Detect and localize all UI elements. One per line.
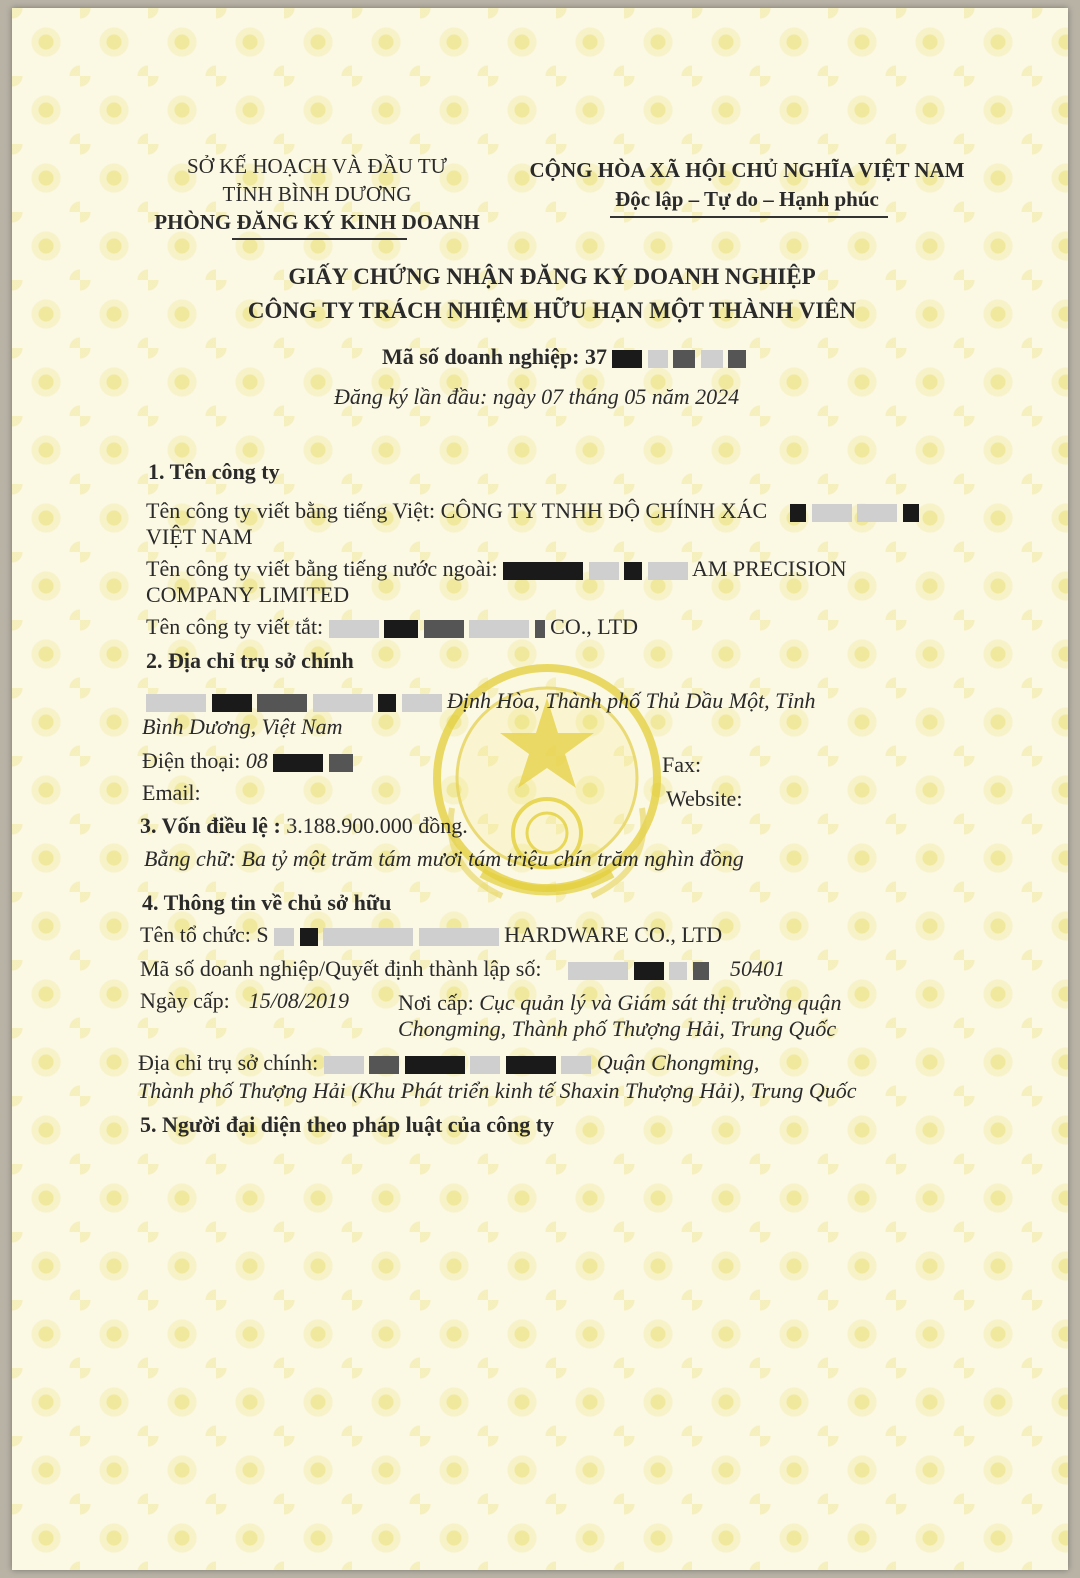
redaction-block [369, 1056, 399, 1074]
redaction-block [669, 962, 687, 980]
authority-line-3: PHÒNG ĐĂNG KÝ KINH DOANH [154, 210, 480, 234]
redaction-block [470, 1056, 500, 1074]
email-label: Email: [142, 780, 201, 805]
redaction-block [693, 962, 709, 980]
abbreviation-tail: CO., LTD [550, 614, 638, 639]
section-4-heading: 4. Thông tin về chủ sở hữu [142, 890, 392, 915]
redaction-block [324, 1056, 364, 1074]
enterprise-code [382, 344, 746, 370]
company-name-vn-continuation: VIỆT NAM [146, 524, 253, 549]
charter-capital-in-words: Bằng chữ: Ba tỷ một trăm tám mươi tám triệu chín trăm nghìn đồng [144, 846, 744, 871]
redaction-block [384, 620, 418, 638]
redaction-block [146, 694, 206, 712]
document-title: GIẤY CHỨNG NHẬN ĐĂNG KÝ DOANH NGHIỆP [288, 264, 816, 289]
issuer-value-2: Chongming, Thành phố Thượng Hải, Trung Quốc [398, 1016, 837, 1041]
authority-line-2: TỈNH BÌNH DƯƠNG [222, 182, 412, 206]
redaction-block [506, 1056, 556, 1074]
redaction-block [589, 562, 619, 580]
redaction-block [634, 962, 664, 980]
redaction-block [503, 562, 583, 580]
issue-date-value: 15/08/2019 [248, 988, 350, 1013]
owner-hq-label: Địa chỉ trụ sở chính: [138, 1050, 319, 1075]
owner-organization [140, 922, 722, 948]
redaction-block [469, 620, 529, 638]
section-5-heading: 5. Người đại diện theo pháp luật của công ty [140, 1112, 555, 1137]
issue-date-label: Ngày cấp: [140, 988, 230, 1013]
phone-line [142, 748, 353, 774]
enterprise-code-label: Mã số doanh nghiệp: 37 [382, 344, 607, 369]
redaction-block [648, 562, 688, 580]
redaction-block [402, 694, 442, 712]
charter-capital-amount: 3.188.900.000 đồng. [286, 813, 468, 838]
company-name-abbreviation [146, 614, 638, 640]
owner-hq-tail: Quận Chongming, [596, 1050, 760, 1075]
issue-date-line [140, 988, 349, 1014]
company-name-vn-label: Tên công ty viết bằng tiếng Việt: CÔNG TY TNHH ĐỘ CHÍNH XÁC [146, 498, 768, 523]
address-continuation: Bình Dương, Việt Nam [142, 714, 343, 739]
redaction-block [728, 350, 746, 368]
owner-org-tail: HARDWARE CO., LTD [504, 922, 723, 947]
address-tail: Định Hòa, Thành phố Thủ Dầu Một, Tỉnh [447, 688, 816, 713]
phone-label: Điện thoại: [142, 748, 241, 773]
redaction-block [329, 754, 353, 772]
section-1-heading: 1. Tên công ty [148, 459, 280, 484]
redaction-block [568, 962, 628, 980]
redaction-block [673, 350, 695, 368]
redaction-block [903, 504, 919, 522]
redaction-block [378, 694, 396, 712]
first-registration-date: Đăng ký lần đầu: ngày 07 tháng 05 năm 2024 [334, 384, 740, 409]
issuing-authority [137, 152, 497, 236]
issuer-value-1: Cục quản lý và Giám sát thị trường quận [479, 990, 842, 1015]
redaction-block [419, 928, 499, 946]
issuer-line [398, 990, 842, 1016]
company-type-title: CÔNG TY TRÁCH NHIỆM HỮU HẠN MỘT THÀNH VIÊN [247, 298, 857, 323]
phone-prefix: 08 [245, 748, 268, 773]
redaction-block [624, 562, 642, 580]
country-name: CỘNG HÒA XÃ HỘI CHỦ NGHĨA VIỆT NAM [529, 158, 965, 182]
owner-hq-continuation: Thành phố Thượng Hải (Khu Phát triển kinh tế Shaxin Thượng Hải), Trung Quốc [138, 1078, 857, 1103]
company-name-vietnamese [146, 498, 919, 524]
national-motto [522, 156, 972, 214]
authority-line-1: SỞ KẾ HOẠCH VÀ ĐẦU TƯ [187, 154, 447, 178]
redaction-block [274, 928, 294, 946]
authority-underline [232, 238, 407, 240]
redaction-block [405, 1056, 465, 1074]
abbreviation-label: Tên công ty viết tắt: [146, 614, 324, 639]
fax-label: Fax: [662, 752, 702, 777]
redaction-block [313, 694, 373, 712]
owner-registration-number [140, 956, 785, 982]
redaction-block [561, 1056, 591, 1074]
charter-capital [140, 813, 468, 839]
redaction-block [273, 754, 323, 772]
motto-underline [610, 216, 888, 218]
company-name-foreign [146, 556, 847, 582]
head-office-address [146, 688, 816, 714]
redaction-block [812, 504, 852, 522]
website-label: Website: [666, 786, 743, 811]
company-name-foreign-label: Tên công ty viết bằng tiếng nước ngoài: [146, 556, 498, 581]
redaction-block [648, 350, 668, 368]
owner-regno-tail: 50401 [729, 956, 785, 981]
redaction-block [212, 694, 252, 712]
certificate-paper [12, 8, 1068, 1570]
section-2-heading: 2. Địa chỉ trụ sở chính [146, 648, 354, 673]
redaction-block [300, 928, 318, 946]
issuer-label: Nơi cấp: [398, 990, 474, 1015]
owner-org-label: Tên tổ chức: S [140, 922, 269, 947]
redaction-block [857, 504, 897, 522]
redaction-block [329, 620, 379, 638]
redaction-block [424, 620, 464, 638]
redaction-block [257, 694, 307, 712]
redaction-block [790, 504, 806, 522]
owner-regno-label: Mã số doanh nghiệp/Quyết định thành lập số: [140, 956, 542, 981]
section-3-heading: 3. Vốn điều lệ : [140, 813, 281, 838]
motto: Độc lập – Tự do – Hạnh phúc [615, 187, 879, 211]
redaction-block [612, 350, 642, 368]
company-name-foreign-tail: AM PRECISION [691, 556, 847, 581]
redaction-block [701, 350, 723, 368]
owner-head-office [138, 1050, 759, 1076]
redaction-block [323, 928, 413, 946]
company-name-foreign-continuation: COMPANY LIMITED [146, 582, 350, 607]
redaction-block [535, 620, 545, 638]
